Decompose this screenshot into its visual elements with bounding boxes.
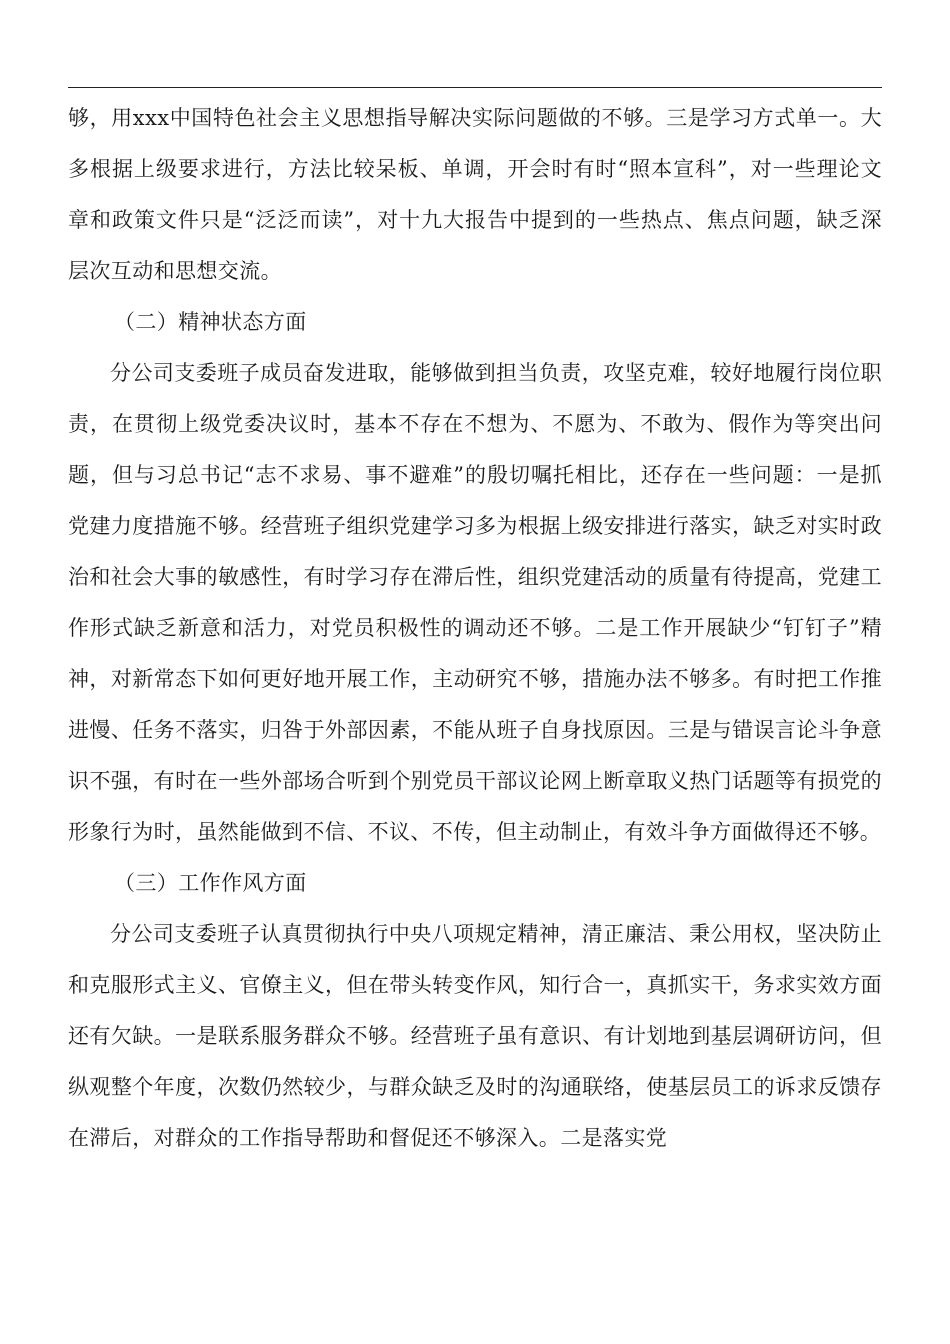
paragraph-workstyle: 分公司支委班子认真贯彻执行中央八项规定精神，清正廉洁、秉公用权，坚决防止和克服形式主义、官僚主义，但在带头转变作风，知行合一，真抓实干，务求实效方面还有欠缺。一是联系服务群众不够。经营班子虽有意识、有计划地到基层调研访问，但纵观整个年度，次数仍然较少，与群众缺乏及时的沟通联络，使基层员工的诉求反馈存在滞后，对群众的工作指导帮助和督促还不够深入。二是落实党 [68, 922, 882, 1150]
paragraph-continuation: 够，用xxx中国特色社会主义思想指导解决实际问题做的不够。三是学习方式单一。大多根据上级要求进行，方法比较呆板、单调，开会时有时“照本宣科”，对一些理论文章和政策文件只是“泛泛而读”，对十九大报告中提到的一些热点、焦点问题，缺乏深层次互动和思想交流。 [68, 106, 882, 283]
document-body [68, 93, 882, 1164]
header-rule [68, 87, 882, 88]
section-heading-workstyle: （三）工作作风方面 [114, 871, 307, 895]
paragraph-spirit: 分公司支委班子成员奋发进取，能够做到担当负责，攻坚克难，较好地履行岗位职责，在贯彻上级党委决议时，基本不存在不想为、不愿为、不敢为、假作为等突出问题，但与习总书记“志不求易、事不避难”的殷切嘱托相比，还存在一些问题：一是抓党建力度措施不够。经营班子组织党建学习多为根据上级安排进行落实，缺乏对实时政治和社会大事的敏感性，有时学习存在滞后性，组织党建活动的质量有待提高，党建工作形式缺乏新意和活力，对党员积极性的调动还不够。二是工作开展缺少“钉钉子”精神，对新常态下如何更好地开展工作，主动研究不够，措施办法不够多。有时把工作推进慢、任务不落实，归咎于外部因素，不能从班子自身找原因。三是与错误言论斗争意识不强，有时在一些外部场合听到个别党员干部议论网上断章取义热门话题等有损党的形象行为时，虽然能做到不信、不议、不传，但主动制止，有效斗争方面做得还不够。 [68, 361, 882, 844]
section-heading-spirit: （二）精神状态方面 [114, 310, 307, 334]
